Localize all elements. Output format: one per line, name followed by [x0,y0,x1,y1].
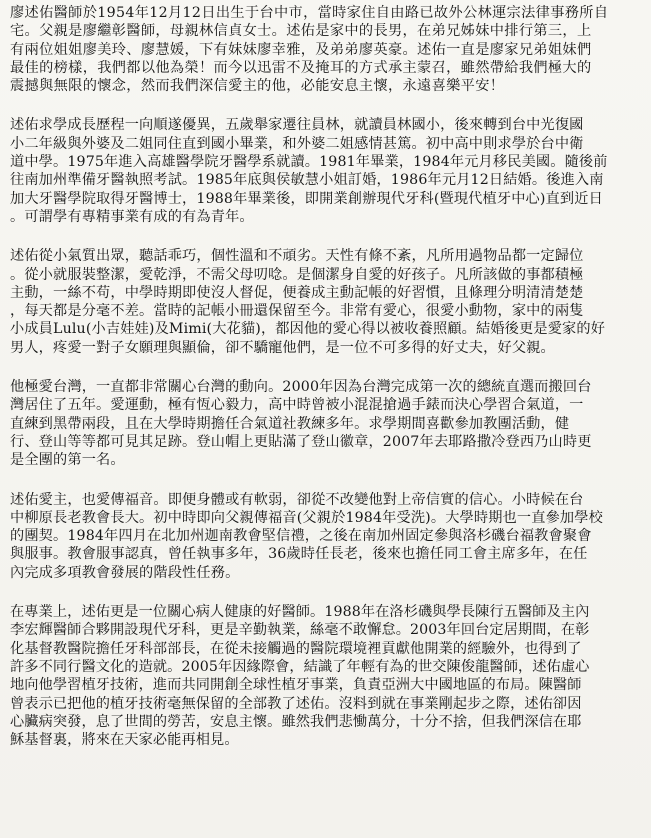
text-line: 許多不同行醫文化的造就。2005年因緣際會，結識了年輕有為的世交陳俊龍醫師，述佑虛心 [10,658,590,675]
text-line: 男人，疼愛一對子女願理與顯倫，卻不驕寵他們，是一位不可多得的好丈夫，好父親。 [10,339,555,356]
text-line: 直練到黑帶兩段，且在大學時期擔任合氣道社教練多年。求學期間喜歡參加教團活動，健 [10,415,570,432]
text-line: 與服事。教會服事認真，曾任執事多年，36歲時任長老，後來也擔任同工會主席多年，在任 [10,546,588,563]
text-line: 宅。父親是廖繼彰醫師，母親林信貞女士。述佑是家中的長男，在弟兄姊妹中排行第三，上 [10,23,592,40]
text-line: 灣居住了五年。愛運動，極有恆心毅力，高中時曾被小混混搶過手錶而決心學習合氣道，一 [10,397,584,414]
text-line: 主動，一絲不苟，中學時期即使沒人督促，便養成主動記帳的好習慣，且條理分明清清楚楚 [10,284,584,301]
text-line: 道中學。1975年進入高雄醫學院牙醫學系就讀。1981年畢業，1984年元月移民美國。隨後前 [10,154,608,171]
paragraph-career [10,603,637,749]
text-line: 在專業上，述佑更是一位關心病人健康的好醫師。1988年在洛杉磯與學長陳行五醫師及主內 [10,604,590,621]
text-line: 述佑從小氣質出眾，聽話乖巧，個性溫和不頑劣。天性有條不紊，凡所用過物品都一定歸位 [10,248,584,265]
text-line: 的團契。1984年四月在北加州迦南教會堅信禮，之後在南加州固定參與洛杉磯台福教會聚會 [10,528,592,545]
paragraph-taiwan-and-sports [10,378,637,469]
text-line: ，每天都是分毫不差。當時的記帳小冊還保留至今。非常有愛心，很愛小動物，家中的兩隻 [10,303,584,320]
paragraph-faith [10,491,637,582]
paragraph-character [10,247,637,357]
text-line: 是全團的第一名。 [10,452,125,469]
text-line: 小成員Lulu(小吉娃娃)及Mimi(大花貓)，都因他的愛心得以被收養照顧。結婚後更是愛家的好 [10,321,606,338]
text-line: 中柳原長老教會長大。初中時即向父親傳福音(父親於1984年受洗)。大學時期也一直參加學校 [10,509,603,526]
paragraph-education [10,116,637,226]
paragraph-birth-and-family [10,4,637,95]
text-line: 地向他學習植牙技術，進而共同開創全球性植牙事業，負責亞洲大中國地區的布局。陳醫師 [10,677,582,694]
text-line: 述佑愛主，也愛傳福音。即便身體或有軟弱，卻從不改變他對上帝信實的信心。小時候在台 [10,491,584,508]
text-line: 他極愛台灣，一直都非常關心台灣的動向。2000年因為台灣完成第一次的總統直選而搬回台 [10,379,592,396]
text-line: 有兩位姐姐廖美玲、廖慧媛，下有妹妹廖幸雅，及弟弟廖英豪。述佑一直是廖家兄弟姐妹們 [10,41,592,58]
text-line: 。從小就服裝整潔，愛乾淨，不需父母叨唸。是個潔身自愛的好孩子。凡所該做的事都積極 [10,266,584,283]
text-line: 往南加州準備牙醫執照考試。1985年底與侯敏慧小姐訂婚，1986年元月12日結婚。後進入南 [10,172,604,189]
text-line: 心臟病突發，息了世間的勞苦，安息主懷。雖然我們悲慟萬分，十分不捨，但我們深信在耶 [10,713,582,730]
text-line: 震撼與無限的懷念，然而我們深信愛主的他，必能安息主懷，永遠喜樂平安！ [10,78,505,95]
text-line: 述佑求學成長歷程一向順遂優異，五歲舉家遷往員林，就讀員林國小，後來轉到台中光復國 [10,117,584,134]
text-line: 穌基督裏，將來在天家必能再相見。 [10,732,239,749]
text-line: 曾表示已把他的植牙技術毫無保留的全部教了述佑。沒料到就在事業剛起步之際，述佑卻因 [10,695,582,712]
text-line: 最佳的榜樣，我們都以他為榮！而今以迅雷不及掩耳的方式承主蒙召，雖然帶給我們極大的 [10,59,592,76]
text-line: 內完成多項教會發展的階段性任務。 [10,564,240,581]
text-line: 。可謂學有專精事業有成的有為青年。 [10,208,254,225]
text-line: 小二年級與外婆及二姐同住直到國小畢業，和外婆二姐感情甚篤。初中高中則求學於台中衛 [10,135,584,152]
text-line: 行、登山等等都可見其足跡。登山帽上更貼滿了登山徽章，2007年去耶路撒冷登西乃山時更 [10,433,592,450]
text-line: 李宏輝醫師合夥開設現代牙科，更是辛勤執業，絲毫不敢懈怠。2003年回台定居期間，在彰 [10,622,590,639]
text-line: 廖述佑醫師於1954年12月12日出生于台中市，當時家住自由路已故外公林運宗法律事務所自 [10,5,609,21]
text-line: 加大牙醫學院取得牙醫博士，1988年畢業後，即開業創辦現代牙科(暨現代植牙中心)直到近日 [10,190,603,207]
text-line: 化基督教醫院擔任牙科部部長，在從未接觸過的醫院環境裡貢獻他開業的經驗外，也得到了 [10,640,582,657]
